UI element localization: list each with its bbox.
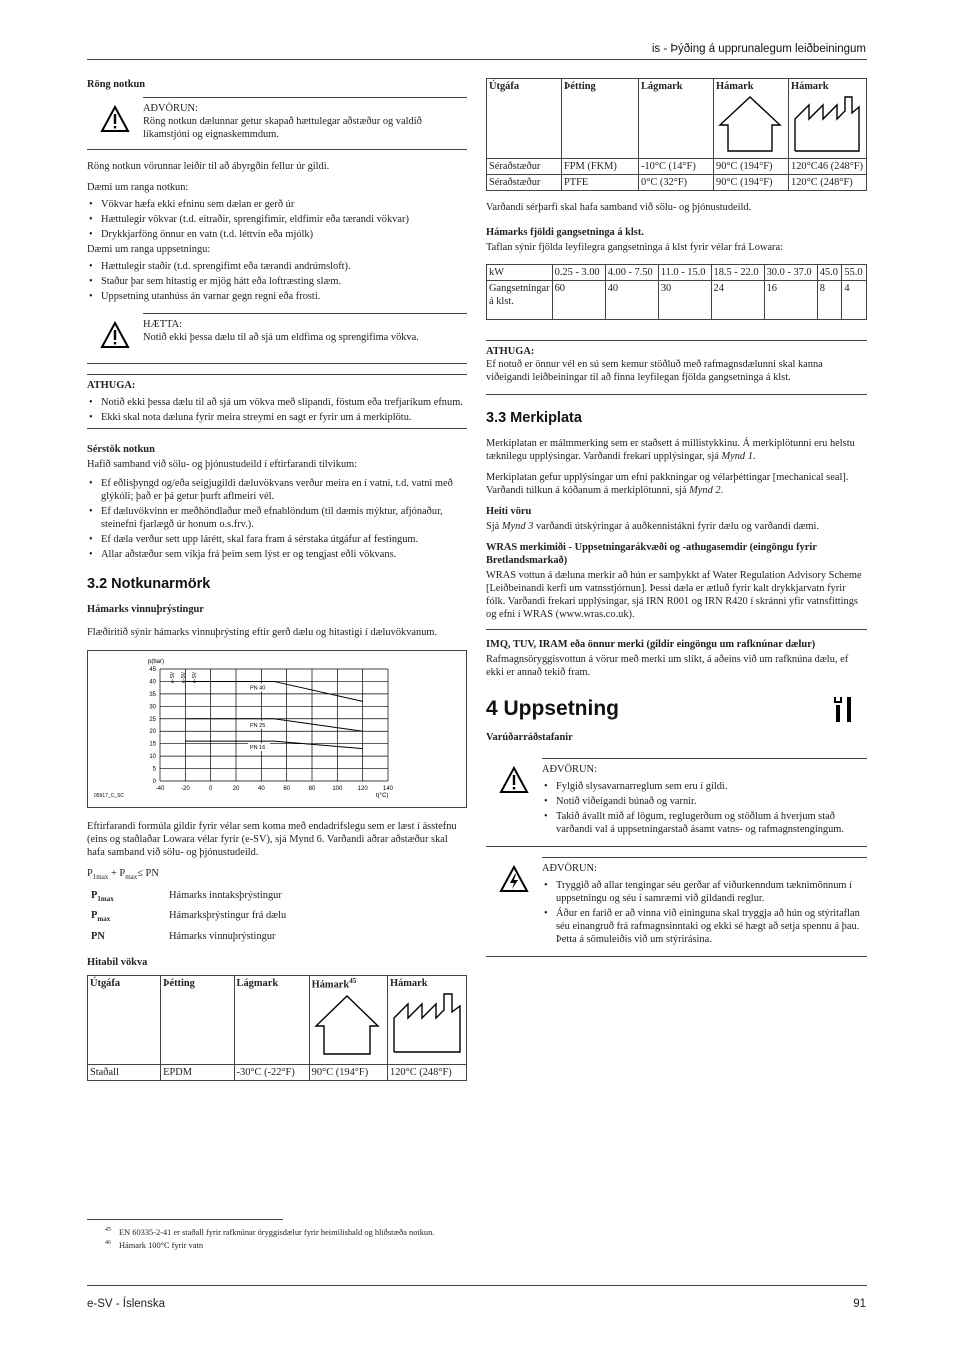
table-cell: 11.0 - 15.0 bbox=[658, 265, 711, 281]
table-header: Útgáfa bbox=[487, 79, 562, 159]
note-title: ATHUGA: bbox=[486, 346, 535, 357]
table-row-kw bbox=[487, 265, 867, 281]
table-cell: -30°C (-22°F) bbox=[234, 1065, 309, 1081]
x-tick-label: 100 bbox=[332, 785, 343, 792]
warning-box-safety bbox=[486, 758, 867, 847]
definition-symbol: PN bbox=[91, 931, 105, 943]
warning-triangle-icon bbox=[486, 758, 542, 838]
danger-title: HÆTTA: bbox=[143, 319, 182, 330]
note-section bbox=[486, 340, 867, 384]
table-cell: 18.5 - 22.0 bbox=[711, 265, 764, 281]
x-tick-label: 120 bbox=[357, 785, 368, 792]
table-cell: 24 bbox=[711, 281, 764, 320]
list-item: • Vökvar hæfa ekki efninu sem dælan er gerð úr bbox=[101, 198, 467, 211]
misuse-title: Röng notkun bbox=[87, 79, 146, 90]
starts-table bbox=[486, 264, 867, 320]
table-cell: 55.0 bbox=[842, 265, 867, 281]
table-row bbox=[487, 159, 867, 175]
safety-list bbox=[542, 780, 867, 836]
x-tick-label: 60 bbox=[283, 785, 291, 792]
table-header: Útgáfa bbox=[88, 976, 161, 1065]
warning-title: AÐVÖRUN: bbox=[542, 863, 597, 875]
x-tick-label: 140 bbox=[382, 785, 394, 792]
footnote-text: EN 60335-2-41 er staðall fyrir rafknúnar öryggisdælur fyrir heimilishald og hliðstæða notkun. bbox=[119, 1227, 435, 1237]
special-temperature-table bbox=[486, 78, 867, 191]
y-tick-label: 45 bbox=[149, 666, 156, 673]
table-cell: 40 bbox=[605, 281, 658, 320]
list-item: • Allar aðstæður sem víkja frá þeim sem lýst er og tengjast eðli vökvans. bbox=[101, 548, 467, 561]
warning-triangle-icon bbox=[87, 313, 143, 349]
x-tick-label: -40 bbox=[155, 785, 165, 792]
x-tick-label: 80 bbox=[308, 785, 316, 792]
divider bbox=[486, 629, 867, 630]
formula: $P_{1max} + P_{max}\le$ PN bbox=[87, 867, 159, 881]
table-header-domestic bbox=[714, 79, 789, 159]
warning-triangle-icon bbox=[87, 97, 143, 141]
tools-icon bbox=[833, 695, 855, 723]
definition-text: Hámarks inntaksþrýstingur bbox=[169, 889, 282, 901]
x-axis-label: t(°C) bbox=[376, 792, 389, 799]
list-item: • Fylgið slysavarnarreglum sem eru í gildi. bbox=[556, 780, 867, 793]
table-header-row bbox=[88, 976, 467, 1065]
chapter-heading-4: 4 Uppsetning bbox=[486, 697, 620, 720]
y-axis-label: p(bar) bbox=[148, 658, 165, 665]
table-header-industrial bbox=[789, 79, 867, 159]
wras-title: WRAS merkimiði - Uppsetningarákvæði og -athugasemdir (eingöngu fyrir Bretlandsmarkað) bbox=[486, 542, 817, 567]
note-section bbox=[87, 374, 467, 424]
header-rule bbox=[87, 59, 867, 60]
list-item: • Hættulegir staðir (t.d. sprengifimt eða tærandi andrúmsloft). bbox=[101, 260, 467, 273]
table-cell: EPDM bbox=[161, 1065, 234, 1081]
list-item: • Ekki skal nota dæluna fyrir meira streymi en sagt er fyrir um á merkiplötu. bbox=[101, 411, 467, 424]
house-icon bbox=[716, 93, 784, 153]
table-cell: 90°C (194°F) bbox=[714, 175, 789, 191]
footer-rule bbox=[87, 1285, 867, 1286]
section-heading-3-3: 3.3 Merkiplata bbox=[486, 410, 582, 426]
y-tick-label: 40 bbox=[149, 679, 156, 686]
table-row-starts bbox=[487, 281, 867, 320]
table-cell: Séraðstæður bbox=[487, 175, 562, 191]
table-cell: 120°C46 (248°F) bbox=[789, 159, 867, 175]
warning-text: Röng notkun dælunnar getur skapað hættulegar aðstæður og valdið líkamstjóni og eignaskemmdum. bbox=[143, 116, 422, 140]
table-cell: 90°C (194°F) bbox=[309, 1065, 387, 1081]
y-tick-label: 25 bbox=[149, 716, 156, 723]
footnotes bbox=[105, 1226, 434, 1253]
paragraph: Röng notkun vörunnar leiðir til að ábyrgðin fellur úr gildi. bbox=[87, 161, 330, 172]
table-cell: 90°C (194°F) bbox=[714, 159, 789, 175]
page-number: 91 bbox=[853, 1298, 866, 1310]
list-item: • Tryggið að allar tengingar séu gerðar af viðurkenndum tæknimönnum í uppsetningu og séu í samræmi við gildandi reglur. bbox=[556, 879, 867, 905]
imq-title: IMQ, TUV, IRAM eða önnur merki (gildir eingöngu um rafknúnar dælur) bbox=[486, 639, 816, 651]
table-cell: Staðall bbox=[88, 1065, 161, 1081]
paragraph: Sjá Mynd 3 varðandi útskýringar á auðkennistákni fyrir dælu og varðandi dæmi. bbox=[486, 521, 820, 533]
paragraph: Dæmi um ranga notkun: bbox=[87, 182, 189, 193]
series-label: PN 40 bbox=[250, 685, 266, 692]
table-cell: Séraðstæður bbox=[487, 159, 562, 175]
starts-text: Taflan sýnir fjölda leyfilegra gangsetninga á klst fyrir vélar frá Lowara: bbox=[486, 242, 784, 253]
pressure-temperature-chart bbox=[87, 650, 467, 808]
special-use-text: Hafið samband við sölu- og þjónustudeild í eftirfarandi tilvikum: bbox=[87, 459, 358, 470]
wras-text: WRAS vottun á dæluna merkir að hún er samþykkt af Water Regulation Advisory Scheme [Leiðbeinandi kerfi um vatnsstjórnun]. Þessi dæla er ætluð fyrir kalt drykkjarvatn fyrir fólk. Varðandi frekari upplýsingar, sjá IRN R001 og IRN R420 í skránni yfir vatnsfittings og efni í WRAS (www.wras.co.uk). bbox=[486, 570, 862, 621]
footnote-number: 46 bbox=[105, 1240, 111, 1247]
series-line bbox=[185, 741, 362, 748]
list-item: • Notið viðeigandi búnað og varnir. bbox=[556, 795, 867, 808]
house-icon bbox=[312, 992, 382, 1056]
paragraph: Merkiplatan gefur upplýsingar um efni pakkningar og vélarþéttingar [mechanical seal]. Varðandi túlkun á kóðanum á merkiplötunni, sjá Mynd 2. bbox=[486, 472, 849, 497]
list-item: • Staður þar sem hitastig er mjög hátt eða loftræsting slæm. bbox=[101, 275, 467, 288]
table-cell: 0°C (32°F) bbox=[639, 175, 714, 191]
top-label: e-SV bbox=[181, 671, 187, 683]
table-header-industrial bbox=[388, 976, 467, 1065]
table-cell: 45.0 bbox=[817, 265, 842, 281]
table-header: Lágmark bbox=[639, 79, 714, 159]
table-row bbox=[88, 1065, 467, 1081]
footnote-number: 45 bbox=[105, 1227, 111, 1233]
electrical-hazard-icon bbox=[486, 857, 542, 948]
special-use-title: Sérstök notkun bbox=[87, 444, 155, 455]
special-use-list bbox=[87, 477, 467, 561]
table-cell: 4.00 - 7.50 bbox=[605, 265, 658, 281]
warning-title: AÐVÖRUN: bbox=[143, 103, 198, 114]
temperature-table bbox=[87, 975, 467, 1081]
chart-svg bbox=[88, 651, 466, 807]
y-tick-label: 20 bbox=[149, 729, 156, 736]
list-item: • Notið ekki þessa dælu til að sjá um vökva með slípandi, föstum eða trefjaríkum efnum. bbox=[101, 396, 467, 409]
x-tick-label: -20 bbox=[180, 785, 190, 792]
danger-text: Notið ekki þessa dælu til að sjá um eldfima og sprengifima vökva. bbox=[143, 332, 419, 343]
table-cell: 30 bbox=[658, 281, 711, 320]
table-cell: 60 bbox=[552, 281, 605, 320]
y-tick-label: 0 bbox=[152, 778, 156, 785]
list-item: • Áður en farið er að vinna við eininguna skal tryggja að hún og stýritaflan séu einangruð frá rafmagnsinntaki og ekki sé hægt að setja spennu á þau. Þetta á sömuleiðis við um stýrirásina. bbox=[556, 907, 867, 946]
table-cell: FPM (FKM) bbox=[562, 159, 639, 175]
table-header: Þétting bbox=[562, 79, 639, 159]
definition-row: $P_{max}$ Hámarksþrýstingur frá dælu bbox=[87, 906, 290, 927]
note-title: ATHUGA: bbox=[87, 380, 136, 391]
right-column bbox=[486, 78, 867, 967]
table-cell: -10°C (14°F) bbox=[639, 159, 714, 175]
electrical-list bbox=[542, 879, 867, 946]
table-row bbox=[487, 175, 867, 191]
max-pressure-title: Hámarks vinnuþrýstingur bbox=[87, 604, 204, 616]
table-cell: 30.0 - 37.0 bbox=[764, 265, 817, 281]
footnote bbox=[105, 1226, 434, 1239]
imq-text: Rafmagnsöryggisvottun á vörur með merki um slíkt, á aðeins við um rafknúna dælu, ef ekki er annað tekið fram. bbox=[486, 654, 849, 679]
definition-text: Hámarks vinnuþrýstingur bbox=[169, 931, 276, 943]
x-tick-label: 0 bbox=[208, 785, 213, 792]
table-cell: kW bbox=[487, 265, 553, 281]
footnote-rule bbox=[87, 1219, 283, 1220]
table-cell: 120°C (248°F) bbox=[388, 1065, 467, 1081]
y-tick-label: 15 bbox=[149, 741, 156, 748]
factory-icon bbox=[390, 990, 464, 1054]
x-tick-label: 20 bbox=[232, 785, 240, 792]
definition-text: Hámarksþrýstingur frá dælu bbox=[169, 910, 287, 922]
footnote-text: Hámark 100°C fyrir vatn bbox=[119, 1241, 204, 1251]
y-tick-label: 5 bbox=[152, 766, 156, 773]
series-label: PN 16 bbox=[250, 744, 266, 751]
danger-box bbox=[87, 313, 467, 364]
table-header: Lágmark bbox=[234, 976, 309, 1065]
series-line bbox=[185, 681, 362, 701]
max-pressure-text: Flæðiritið sýnir hámarks vinnuþrýsting eftir gerð dælu og hitastigi í dæluvökvanum. bbox=[87, 627, 438, 639]
list-item: • Hættulegir vökvar (t.d. eitraðir, sprengifimir, eldfimir eða tærandi vökvar) bbox=[101, 213, 467, 226]
table-cell: 0.25 - 3.00 bbox=[552, 265, 605, 281]
footer-document-title: e-SV - Íslenska bbox=[87, 1298, 165, 1310]
table-cell: 8 bbox=[817, 281, 842, 320]
table-header-label: Hámark bbox=[390, 978, 428, 990]
list-item: • Ef dæla verður sett upp lárétt, skal fara fram á sérstaka útgáfur af festingum. bbox=[101, 533, 467, 546]
section-heading-3-2: 3.2 Notkunarmörk bbox=[87, 576, 211, 592]
installation-misuse-list bbox=[87, 260, 467, 303]
table-note: Varðandi sérþarfi skal hafa samband við sölu- og þjónustudeild. bbox=[486, 202, 752, 213]
x-tick-label: 40 bbox=[257, 785, 265, 792]
warning-box-electrical bbox=[486, 857, 867, 957]
y-tick-label: 10 bbox=[149, 753, 156, 760]
note-list bbox=[87, 396, 467, 424]
definition-row bbox=[87, 927, 290, 946]
definition-row: $P_{1max}$ Hámarks inntaksþrýstingur bbox=[87, 886, 290, 907]
warning-title: AÐVÖRUN: bbox=[542, 764, 597, 776]
divider bbox=[87, 428, 467, 429]
top-label: e-SV bbox=[170, 671, 176, 683]
paragraph: Merkiplatan er málmmerking sem er staðsett á millistykkinu. Á merkiplötunni eru helstu tæknilegu upplýsingar. Varðandi frekari upplýsingar, sjá Mynd 1. bbox=[486, 438, 855, 463]
misuse-list bbox=[87, 198, 467, 241]
y-tick-label: 35 bbox=[149, 691, 156, 698]
paragraph: Dæmi um ranga uppsetningu: bbox=[87, 244, 211, 255]
table-header-label: Hámark bbox=[791, 81, 829, 92]
left-column bbox=[87, 78, 467, 1081]
temperature-title: Hitabil vökva bbox=[87, 957, 148, 969]
top-label: e-SV bbox=[192, 671, 198, 683]
table-header-row bbox=[487, 79, 867, 159]
chapter-heading-row bbox=[486, 695, 867, 723]
divider bbox=[486, 394, 867, 395]
series-label: PN 25 bbox=[250, 722, 266, 729]
page-header: is - Þýðing á upprunalegum leiðbeiningum bbox=[651, 43, 866, 55]
list-item: • Drykkjarföng önnur en vatn (t.d. léttvín eða mjólk) bbox=[101, 228, 467, 241]
starts-title: Hámarks fjöldi gangsetninga á klst. bbox=[486, 227, 644, 238]
table-header: Þétting bbox=[161, 976, 234, 1065]
list-item: • Ef dæluvökvinn er meðhöndlaður með efnablöndum (til dæmis mýktur, afjónaður, steinefni fjarlægð úr honum o.s.frv.). bbox=[101, 505, 467, 531]
precautions-title: Varúðarráðstafanir bbox=[486, 732, 573, 744]
series-line bbox=[185, 719, 362, 731]
table-cell: 4 bbox=[842, 281, 867, 320]
table-header-domestic: Hámark$^{45}$ bbox=[309, 976, 387, 1065]
chart-code: 05917_C_SC bbox=[94, 792, 125, 799]
table-cell: Gangsetningar á klst. bbox=[487, 281, 553, 320]
list-item: • Ef eðlisþyngd og/eða seigjugildi dæluvökvans verður meira en í vatni, t.d. vatni með glýkóli; það er þá getur þurft aflmeiri vél. bbox=[101, 477, 467, 503]
warning-box-misuse bbox=[87, 97, 467, 150]
product-name-title: Heiti vöru bbox=[486, 506, 532, 518]
note-text: Ef notuð er önnur vél en sú sem kemur stöðluð með rafmagnsdælunni skal kanna viðeigandi leiðbeiningar til að finna leyfilegan fjölda gangsetninga á klst. bbox=[486, 359, 823, 383]
factory-icon bbox=[791, 93, 863, 153]
list-item: • Takið ávallt mið af lögum, reglugerðum og stöðlum á hverjum stað varðandi val á uppsetningarstað ásamt vatns- og rafmagnstengingum. bbox=[556, 810, 867, 836]
list-item: • Uppsetning utanhúss án varnar gegn regni eða frosti. bbox=[101, 290, 467, 303]
y-tick-label: 30 bbox=[149, 704, 156, 711]
table-cell: 16 bbox=[764, 281, 817, 320]
table-cell: PTFE bbox=[562, 175, 639, 191]
table-header-label: Hámark bbox=[716, 81, 754, 92]
footnote bbox=[105, 1239, 434, 1252]
table-cell: 120°C (248°F) bbox=[789, 175, 867, 191]
formula-paragraph: Eftirfarandi formúla gildir fyrir vélar sem koma með endadrifslegu sem er læst í ásstefnu (eins og staðlaðar Lowara vélar fyrir (e-SV), sjá Mynd 6. Varðandi aðrar aðstæður skal hafa samband við sölu- og þjónustudeild. bbox=[87, 820, 457, 858]
definitions-table bbox=[87, 886, 290, 947]
